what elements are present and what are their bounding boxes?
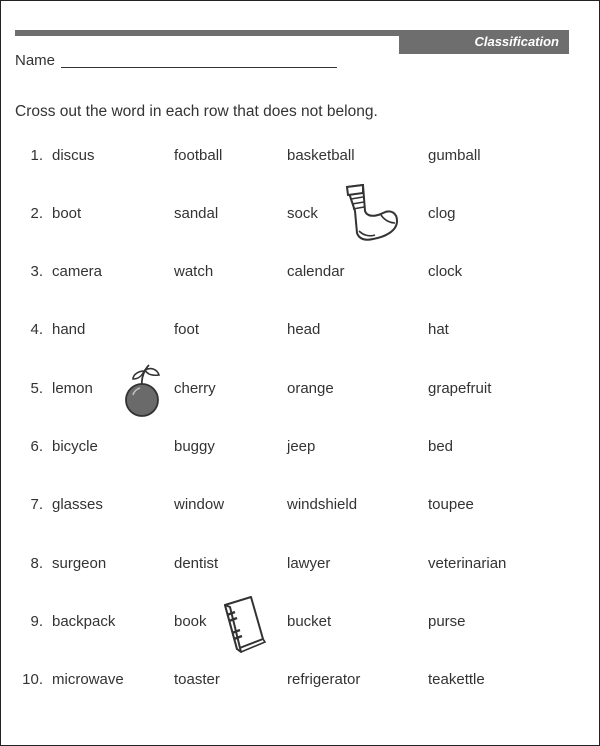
word[interactable]: glasses [52,496,103,513]
row-number: 8. [30,555,43,572]
list-item [1,555,599,579]
instructions: Cross out the word in each row that does not belong. [15,103,378,120]
word[interactable]: basketball [287,147,355,164]
word[interactable]: grapefruit [428,380,492,397]
word[interactable]: surgeon [52,555,107,572]
word[interactable]: hat [428,321,449,338]
word[interactable]: orange [287,380,334,397]
list-item [1,263,599,287]
word[interactable]: microwave [52,671,124,688]
word[interactable]: book [174,613,207,630]
word[interactable]: backpack [52,613,116,630]
word[interactable]: sock [287,205,318,222]
row-number: 4. [30,321,43,338]
sock-icon [341,181,401,245]
word[interactable]: purse [428,613,466,630]
row-number: 9. [30,613,43,630]
header-rule [15,30,399,36]
row-number: 6. [30,438,43,455]
word[interactable]: refrigerator [287,671,361,688]
word[interactable]: discus [52,147,95,164]
row-number: 10. [22,671,43,688]
word[interactable]: head [287,321,321,338]
word[interactable]: veterinarian [428,555,507,572]
word[interactable]: bucket [287,613,332,630]
book-icon [221,595,267,655]
name-label: Name [15,52,56,69]
list-item [1,496,599,520]
word[interactable]: cherry [174,380,216,397]
word[interactable]: toaster [174,671,220,688]
word[interactable]: gumball [428,147,481,164]
word[interactable]: teakettle [428,671,485,688]
word[interactable]: sandal [174,205,219,222]
word[interactable]: lawyer [287,555,331,572]
row-number: 3. [30,263,43,280]
list-item [1,380,599,404]
list-item [1,321,599,345]
name-line [61,67,337,68]
list-item [1,205,599,229]
row-number: 2. [30,205,43,222]
word[interactable]: buggy [174,438,215,455]
word[interactable]: jeep [287,438,316,455]
word[interactable]: watch [174,263,214,280]
word[interactable]: bed [428,438,454,455]
row-number: 5. [30,380,43,397]
word[interactable]: boot [52,205,82,222]
word[interactable]: calendar [287,263,345,280]
word[interactable]: football [174,147,223,164]
classification-tab: Classification [399,30,569,54]
list-item [1,147,599,171]
word[interactable]: hand [52,321,86,338]
word[interactable]: window [174,496,225,513]
cherry-icon [121,361,165,419]
list-item [1,438,599,462]
word[interactable]: toupee [428,496,474,513]
word[interactable]: foot [174,321,200,338]
list-item [1,613,599,637]
list-item [1,671,599,695]
word[interactable]: lemon [52,380,93,397]
word[interactable]: bicycle [52,438,98,455]
row-number: 1. [30,147,43,164]
word[interactable]: clock [428,263,463,280]
word[interactable]: windshield [287,496,358,513]
word[interactable]: dentist [174,555,219,572]
word[interactable]: camera [52,263,103,280]
row-number: 7. [30,496,43,513]
word[interactable]: clog [428,205,456,222]
